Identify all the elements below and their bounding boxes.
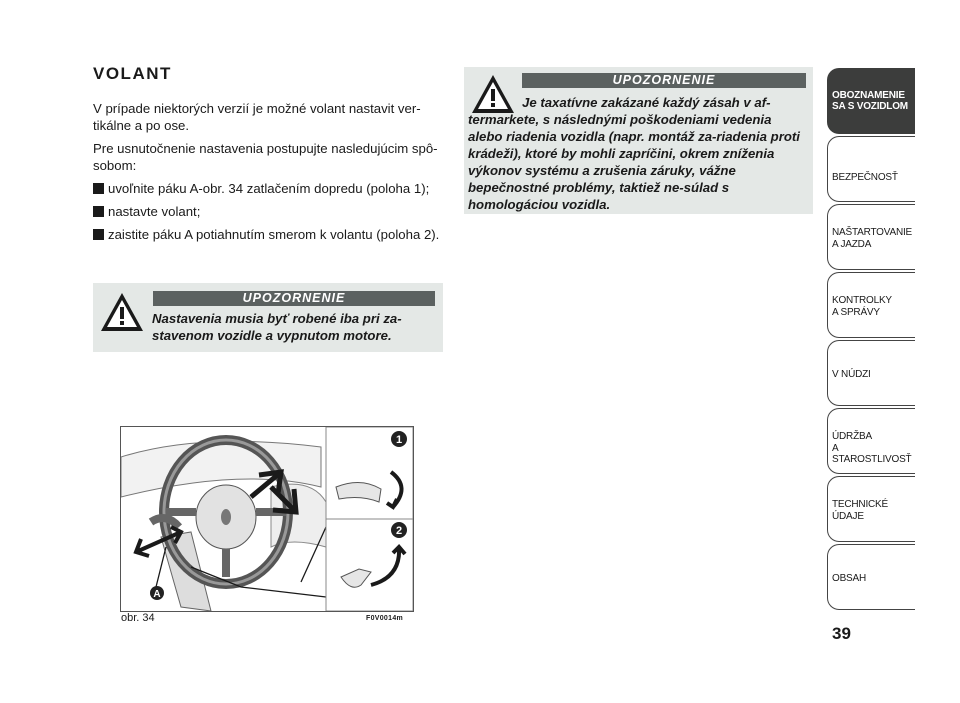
callout-1: 1 bbox=[395, 434, 403, 446]
tab-label: A STAROSTLIVOSŤ bbox=[832, 443, 912, 465]
warning-box-left bbox=[93, 283, 443, 352]
tab-label: TECHNICKÉ bbox=[832, 499, 888, 510]
callout-a: A bbox=[153, 589, 161, 600]
step-item bbox=[93, 226, 443, 243]
paragraph: Pre usnutočnenie nastavenia postupujte nasledujúcim spô-sobom: bbox=[93, 141, 438, 173]
tab-bezpecnost[interactable] bbox=[827, 136, 915, 202]
tab-label: A SPRÁVY bbox=[832, 307, 880, 318]
tab-label: SA S VOZIDLOM bbox=[832, 101, 908, 112]
tab-nastartovanie[interactable] bbox=[827, 204, 915, 270]
tab-label: OBSAH bbox=[832, 573, 867, 584]
section-title: VOLANT bbox=[93, 64, 172, 83]
tab-kontrolky[interactable] bbox=[827, 272, 915, 338]
step-item bbox=[93, 203, 443, 220]
tab-label: OBOZNAMENIE bbox=[832, 90, 905, 101]
paragraph: V prípade niektorých verzií je možné volant nastavit ver-tikálne a po ose. bbox=[93, 101, 421, 133]
warning-triangle-icon bbox=[99, 291, 145, 333]
tab-v-nudzi[interactable] bbox=[827, 340, 915, 406]
section-body bbox=[93, 100, 443, 249]
figure-label: obr. 34 bbox=[121, 612, 155, 624]
tab-label: BEZPEČNOSŤ bbox=[832, 172, 898, 183]
step-text: uvoľnite páku A-obr. 34 zatlačením dopredu (poloha 1); bbox=[108, 181, 430, 196]
tab-label: A JAZDA bbox=[832, 239, 872, 250]
page-number: 39 bbox=[832, 624, 851, 643]
tab-udrzba[interactable] bbox=[827, 408, 915, 474]
tab-technicke[interactable] bbox=[827, 476, 915, 542]
tab-label: ÚDRŽBA bbox=[832, 431, 872, 442]
checkbox-bullet-icon bbox=[93, 206, 104, 217]
warning-box-right bbox=[464, 67, 813, 214]
tab-label: NAŠTARTOVANIE bbox=[832, 227, 913, 238]
step-item bbox=[93, 180, 443, 197]
tab-label: KONTROLKY bbox=[832, 295, 892, 306]
warning-heading: UPOZORNENIE bbox=[522, 73, 806, 88]
figure-code: F0V0014m bbox=[366, 615, 404, 622]
step-text: nastavte volant; bbox=[108, 204, 201, 219]
tab-label: ÚDAJE bbox=[832, 511, 864, 522]
tab-obsah[interactable] bbox=[827, 544, 915, 610]
steering-wheel-figure bbox=[120, 426, 414, 612]
tab-oboznamenie[interactable] bbox=[827, 68, 915, 134]
checkbox-bullet-icon bbox=[93, 183, 104, 194]
tab-label: V NÚDZI bbox=[832, 369, 871, 380]
warning-heading: UPOZORNENIE bbox=[153, 291, 435, 306]
callout-2: 2 bbox=[395, 525, 403, 537]
warning-text: Nastavenia musia byť robené iba pri za-stavenom vozidle a vypnutom motore. bbox=[152, 311, 402, 343]
step-text: zaistite páku A potiahnutím smerom k volantu (poloha 2). bbox=[108, 227, 440, 242]
checkbox-bullet-icon bbox=[93, 229, 104, 240]
warning-text: Je taxatívne zakázané každý zásah v af-termarkete, s následnými poškodeniami vedenia alebo riadenia vozidla (napr. montáž za-riadenia proti krádeži), ktoré by mohli zapríčini, okrem zníženia výkonov systému a zrušenia záruky, vážne bepečnostné problémy, taktiež ne-súlad s homologáciou vozidla. bbox=[468, 95, 800, 212]
steering-wheel-illustration bbox=[121, 427, 413, 611]
